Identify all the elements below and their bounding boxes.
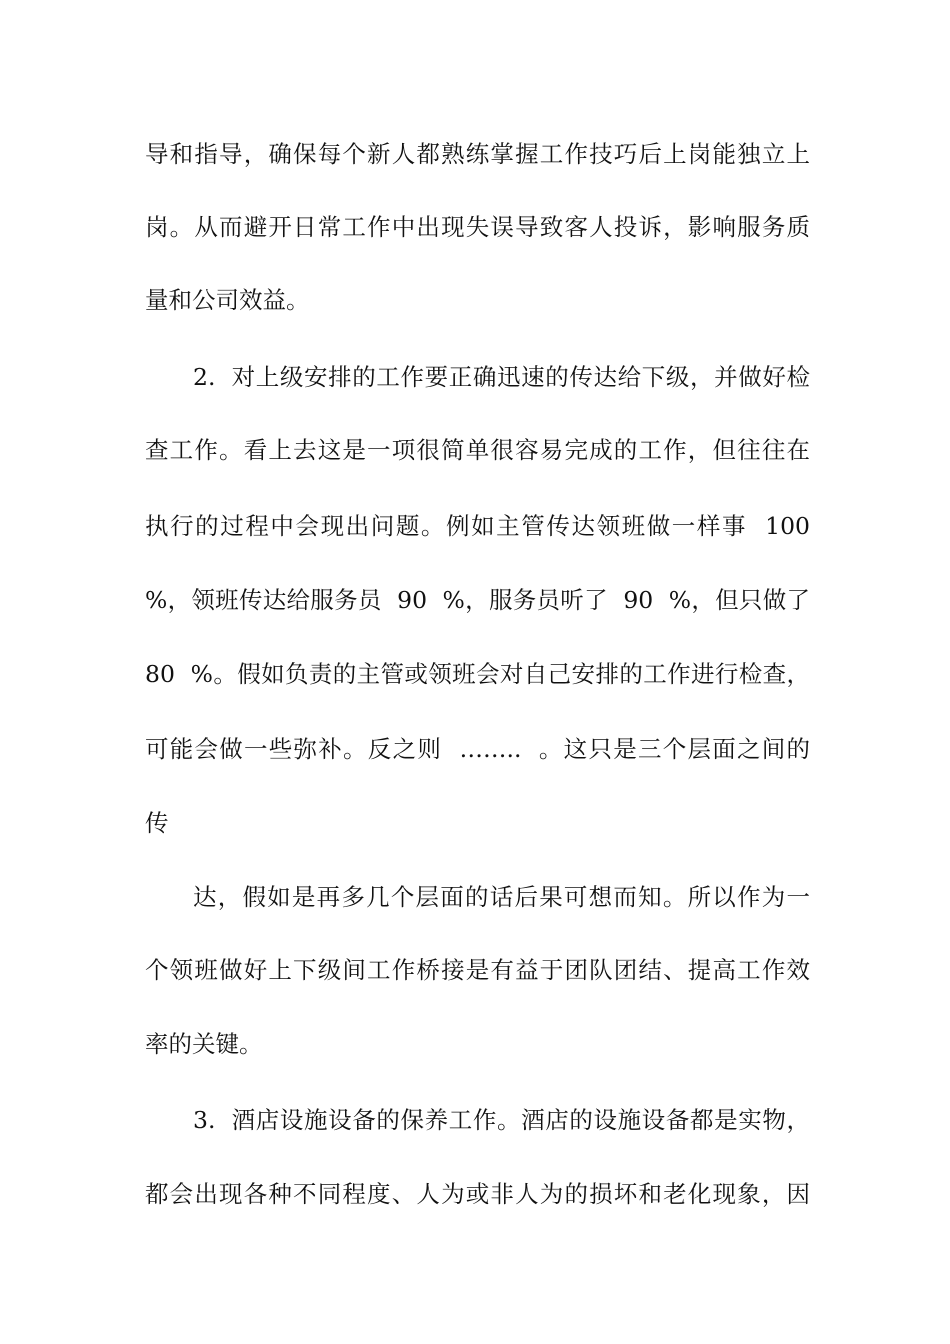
text-line: 岗。从而避开日常工作中出现失误导致客人投诉，影响服务质 (145, 213, 810, 241)
text-line: 查工作。看上去这是一项很简单很容易完成的工作，但往往在 (145, 436, 810, 464)
text-line: 执行的过程中会现出问题。例如主管传达领班做一样事 100 (145, 512, 810, 540)
text-line: 3. 酒店设施设备的保养工作。酒店的设施设备都是实物， (193, 1106, 810, 1134)
text-line: 2. 对上级安排的工作要正确迅速的传达给下级，并做好检 (193, 363, 810, 391)
text-line: 导和指导，确保每个新人都熟练掌握工作技巧后上岗能独立上 (145, 140, 810, 168)
text-line: 传 (145, 809, 169, 837)
text-line: 可能会做一些弥补。反之则 …….. 。这只是三个层面之间的 (145, 735, 810, 763)
text-line: %，领班传达给服务员 90 %，服务员听了 90 %，但只做了 (145, 586, 810, 614)
text-line: 达，假如是再多几个层面的话后果可想而知。所以作为一 (193, 883, 810, 911)
text-line: 量和公司效益。 (145, 286, 310, 314)
text-line: 80 %。假如负责的主管或领班会对自己安排的工作进行检查， (145, 660, 810, 688)
text-line: 率的关键。 (145, 1030, 263, 1058)
text-line: 个领班做好上下级间工作桥接是有益于团队团结、提高工作效 (145, 956, 810, 984)
text-line: 都会出现各种不同程度、人为或非人为的损坏和老化现象，因 (145, 1180, 810, 1208)
